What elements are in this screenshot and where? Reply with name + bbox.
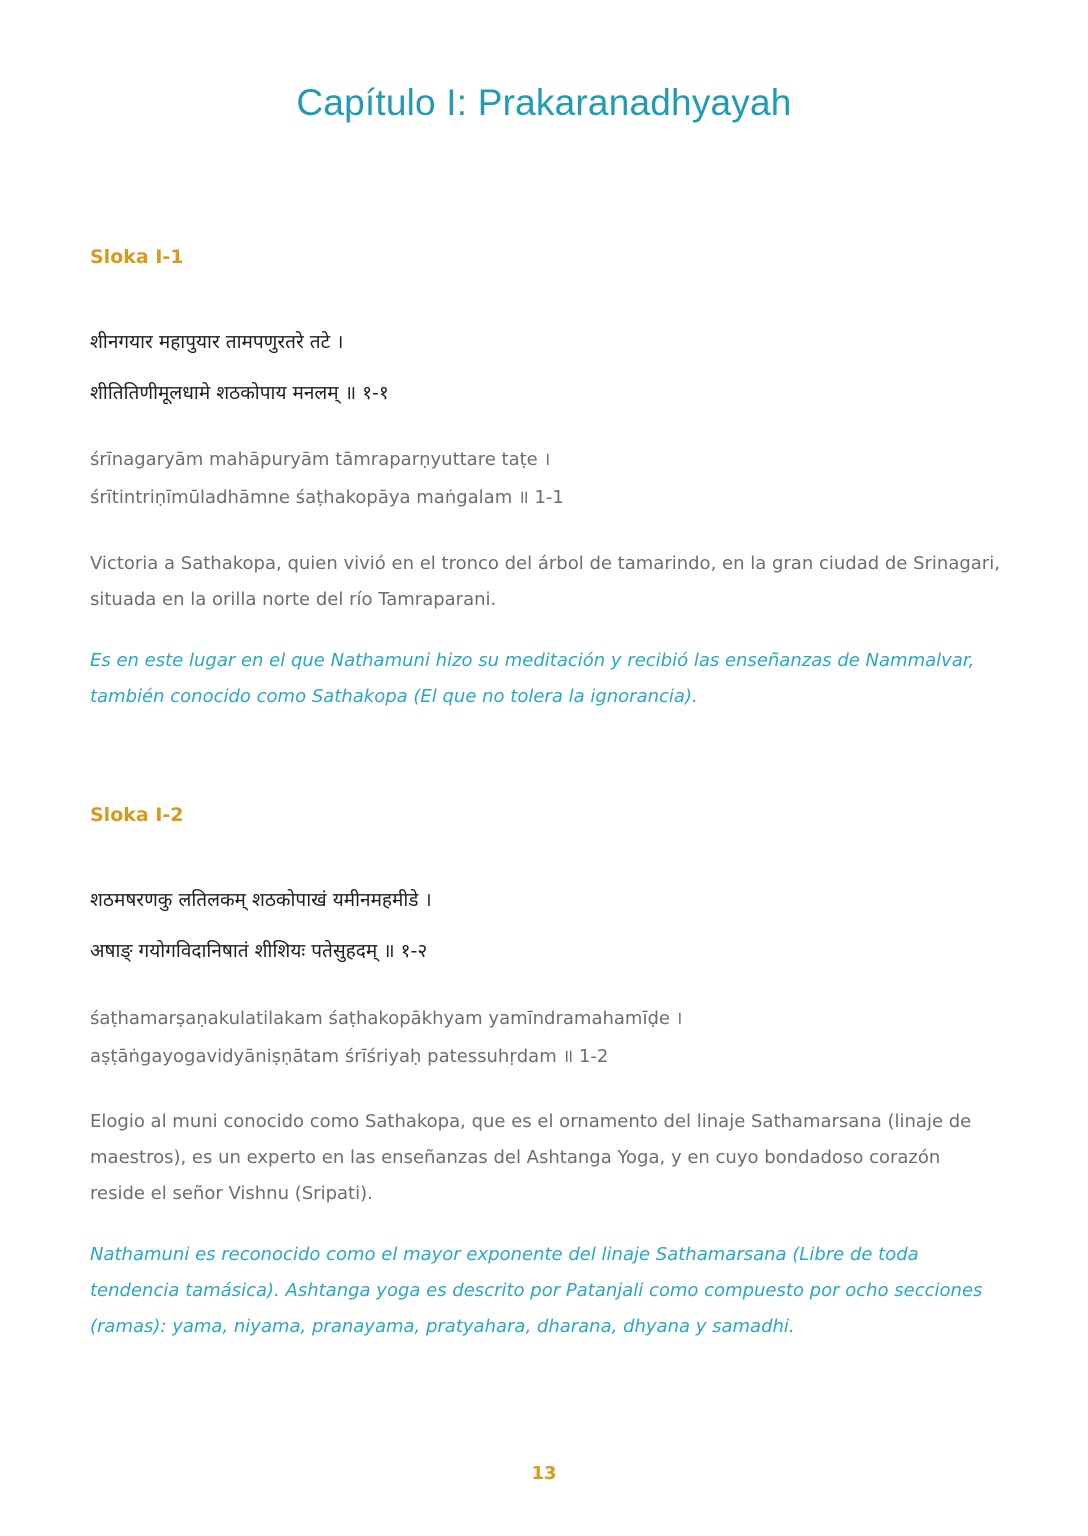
sloka-heading: Sloka I-2 — [90, 804, 184, 826]
transliteration-line: śrīnagaryām mahāpuryām tāmraparṇyuttare taṭe । — [90, 449, 551, 470]
translation-paragraph: Elogio al muni conocido como Sathakopa, que es el ornamento del linaje Sathamarsana (linaje de maestros), es un experto en las enseñanzas del Ashtanga Yoga, y en cuyo bondadoso corazón reside el señor Vishnu (Sripati). — [90, 1111, 972, 1204]
transliteration-line: aṣṭāṅgayogavidyāniṣṇātam śrīśriyaḥ patessuhṛdam ॥ 1-2 — [90, 1046, 609, 1067]
devanagari-line: शीनगयार महापुयार तामपणुरतरे तटे । — [90, 331, 344, 353]
transliteration-block — [90, 1000, 1010, 1076]
commentary-paragraph: Nathamuni es reconocido como el mayor exponente del linaje Sathamarsana (Libre de toda tendencia tamásica). Ashtanga yoga es descrito por Patanjali como compuesto por ocho secciones (ramas): yama, niyama, pranayama, pratyahara, dharana, dhyana y samadhi. — [90, 1244, 983, 1337]
devanagari-line: अषाङ् गयोगविदानिषातं शीशियः पतेसुहदम् ॥ १-२ — [90, 940, 428, 962]
transliteration-block — [90, 441, 1010, 517]
devanagari-line: शीतितिणीमूलधामे शठकोपाय मनलम् ॥ १-१ — [90, 382, 389, 404]
devanagari-line: शठमषरणकु लतिलकम् शठकोपाखं यमीनमहमीडे । — [90, 889, 432, 911]
translation-paragraph: Victoria a Sathakopa, quien vivió en el tronco del árbol de tamarindo, en la gran ciudad de Srinagari, situada en la orilla norte del río Tamraparani. — [90, 553, 1000, 610]
page-number: 13 — [531, 1463, 557, 1484]
transliteration-line: śrītintriṇīmūladhāmne śaṭhakopāya maṅgalam ॥ 1-1 — [90, 487, 564, 508]
sloka-heading: Sloka I-1 — [90, 246, 184, 268]
commentary-paragraph: Es en este lugar en el que Nathamuni hizo su meditación y recibió las enseñanzas de Nammalvar, también conocido como Sathakopa (El que no tolera la ignorancia). — [90, 650, 975, 707]
transliteration-line: śaṭhamarṣaṇakulatilakam śaṭhakopākhyam yamīndramahamīḍe । — [90, 1008, 683, 1029]
page-title: Capítulo I: Prakaranadhyayah — [296, 82, 792, 123]
